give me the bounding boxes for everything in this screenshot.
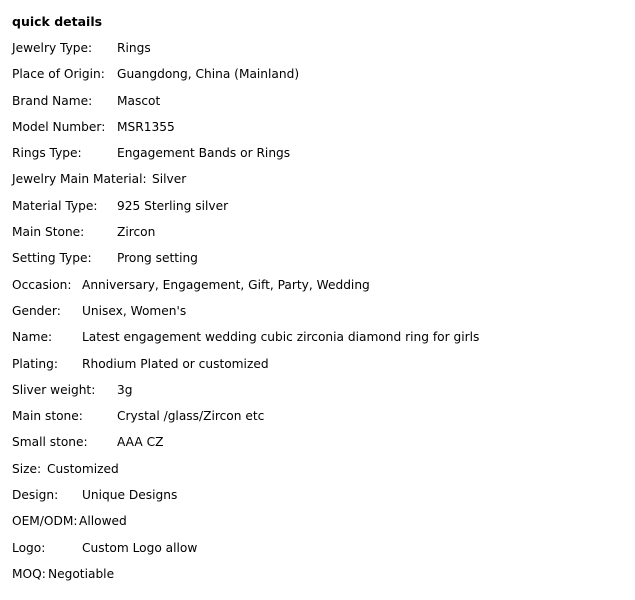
detail-value: Silver (152, 172, 187, 187)
detail-label: Brand Name: (12, 93, 93, 108)
detail-value: 3g (117, 382, 133, 397)
detail-label: Place of Origin: (12, 67, 105, 82)
detail-row-model-number (12, 119, 635, 145)
detail-value: Rings (117, 41, 151, 55)
detail-label: Jewelry Type: (12, 41, 93, 55)
detail-value: Crystal /glass/Zircon etc (117, 409, 265, 424)
detail-value: Engagement Bands or Rings (117, 146, 291, 161)
detail-row-name (12, 329, 635, 355)
detail-row-main-stone-2 (12, 408, 635, 434)
detail-value: Rhodium Plated or customized (82, 356, 269, 371)
detail-row-small-stone (12, 434, 635, 460)
detail-label: Small stone: (12, 435, 88, 450)
detail-label: Plating: (12, 356, 58, 371)
detail-row-plating (12, 356, 635, 382)
detail-value: Custom Logo allow (82, 540, 198, 555)
detail-row-logo (12, 540, 635, 566)
detail-label: OEM/ODM: (12, 514, 78, 529)
detail-label: Occasion: (12, 277, 72, 292)
detail-label: Sliver weight: (12, 382, 96, 397)
detail-row-sliver-weight (12, 382, 635, 408)
detail-value: Allowed (79, 514, 127, 529)
detail-row-rings-type (12, 145, 635, 171)
detail-row-jewelry-main-material (12, 171, 635, 197)
detail-row-oem-odm (12, 513, 635, 539)
detail-label: Main stone: (12, 409, 83, 424)
detail-row-main-stone (12, 224, 635, 250)
detail-row-jewelry-type (12, 40, 635, 66)
detail-label: Rings Type: (12, 146, 82, 161)
detail-value: MSR1355 (117, 119, 175, 134)
detail-row-gender (12, 303, 635, 329)
detail-label: Setting Type: (12, 251, 92, 266)
detail-label: MOQ: (12, 566, 46, 581)
detail-value: AAA CZ (117, 435, 164, 450)
detail-row-size (12, 461, 635, 487)
detail-value: Prong setting (117, 251, 198, 266)
detail-label: Main Stone: (12, 225, 85, 240)
detail-label: Material Type: (12, 198, 98, 213)
detail-value: Zircon (117, 225, 156, 240)
detail-label: Size: (12, 461, 42, 476)
section-title: quick details (12, 14, 103, 29)
detail-row-place-of-origin (12, 66, 635, 92)
detail-value: Unique Designs (82, 488, 178, 503)
detail-row-design (12, 487, 635, 513)
detail-label: Design: (12, 488, 59, 503)
detail-row-moq (12, 566, 635, 592)
detail-value: Unisex, Women's (82, 303, 187, 318)
detail-value: Negotiable (48, 566, 115, 581)
detail-value: Mascot (117, 93, 161, 108)
detail-label: Name: (12, 330, 53, 345)
detail-value: Anniversary, Engagement, Gift, Party, Wedding (82, 277, 370, 292)
detail-value: Guangdong, China (Mainland) (117, 67, 300, 82)
detail-value: Customized (47, 461, 119, 476)
detail-row-brand-name (12, 93, 635, 119)
detail-row-material-type (12, 198, 635, 224)
detail-value: 925 Sterling silver (117, 198, 229, 213)
detail-label: Jewelry Main Material: (12, 172, 147, 187)
detail-row-setting-type (12, 250, 635, 276)
detail-label: Logo: (12, 540, 46, 555)
detail-label: Gender: (12, 303, 61, 318)
detail-row-occasion (12, 277, 635, 303)
detail-value: Latest engagement wedding cubic zirconia diamond ring for girls (82, 330, 480, 345)
detail-label: Model Number: (12, 119, 106, 134)
